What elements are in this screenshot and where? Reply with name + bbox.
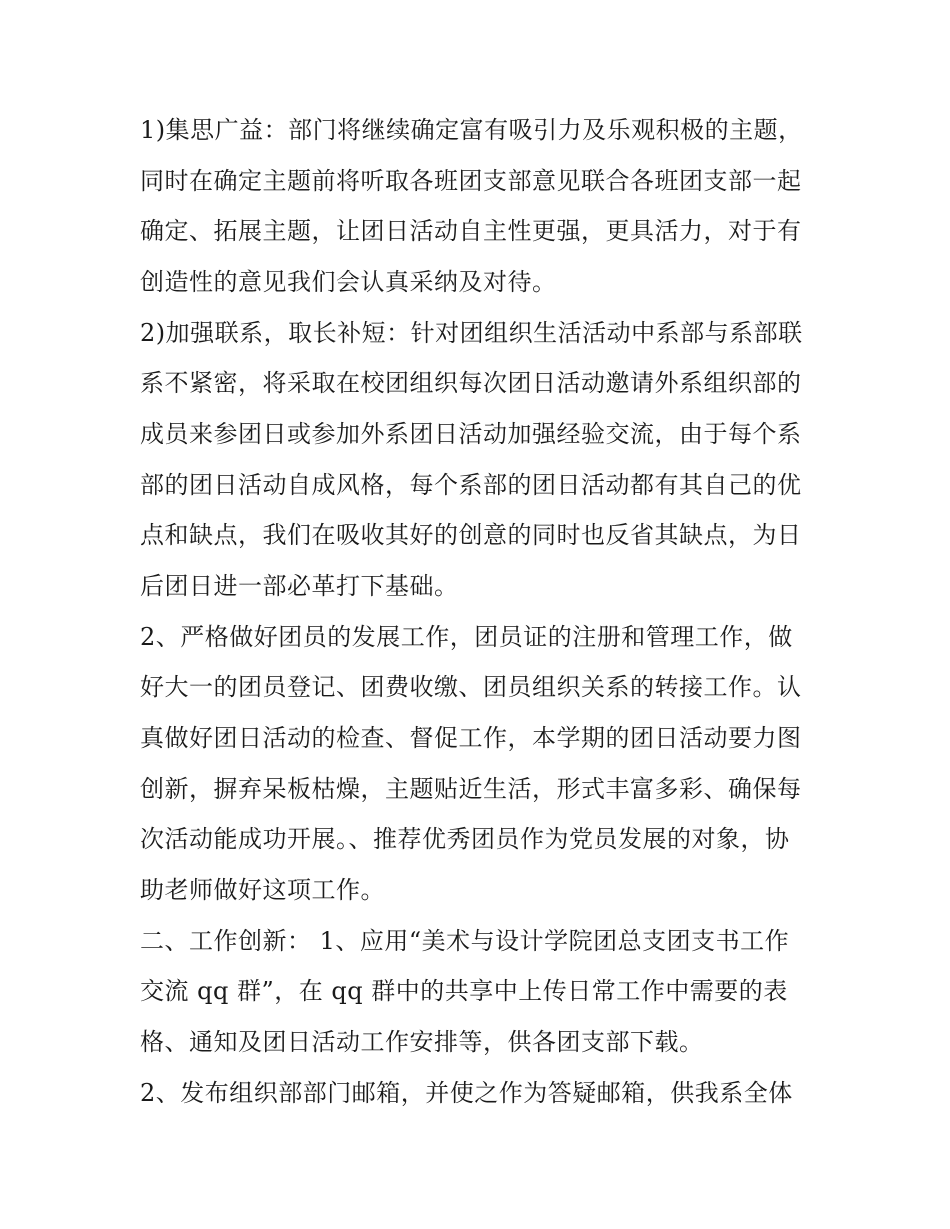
text-line: 2、严格做好团员的发展工作，团员证的注册和管理工作，做 (140, 623, 793, 651)
text-line: 交流 qq 群”，在 qq 群中的共享中上传日常工作中需要的表 (140, 977, 788, 1005)
text-line: 创新，摒弃呆板枯燥，主题贴近生活，形式丰富多彩、确保每 (140, 775, 802, 803)
text-line: 部的团日活动自成风格，每个系部的团日活动都有其自己的优 (140, 471, 802, 499)
text-line: 点和缺点，我们在吸收其好的创意的同时也反省其缺点，为日 (140, 521, 802, 549)
text-line: 创造性的意见我们会认真采纳及对待。 (140, 268, 557, 296)
text-line: 助老师做好这项工作。 (140, 876, 385, 904)
text-line: 格、通知及团日活动工作安排等，供各团支部下载。 (140, 1028, 704, 1056)
text-line: 后团日进一部必革打下基础。 (140, 572, 459, 600)
text-line: 1)集思广益：部门将继续确定富有吸引力及乐观积极的主题， (140, 116, 803, 144)
text-line: 2)加强联系，取长补短：针对团组织生活活动中系部与系部联 (140, 319, 803, 347)
text-line: 二、工作创新： 1、应用“美术与设计学院团总支团支书工作 (140, 927, 790, 955)
text-line: 成员来参团日或参加外系团日活动加强经验交流，由于每个系 (140, 420, 802, 448)
text-line: 好大一的团员登记、团费收缴、团员组织关系的转接工作。认 (140, 673, 802, 701)
text-line: 2、发布组织部部门邮箱，并使之作为答疑邮箱，供我系全体 (140, 1079, 793, 1107)
text-line: 真做好团日活动的检查、督促工作，本学期的团日活动要力图 (140, 724, 802, 752)
text-line: 次活动能成功开展。、推荐优秀团员作为党员发展的对象，协 (140, 825, 790, 853)
text-line: 系不紧密，将采取在校团组织每次团日活动邀请外系组织部的 (140, 369, 802, 397)
text-line: 同时在确定主题前将听取各班团支部意见联合各班团支部一起 (140, 167, 802, 195)
text-line: 确定、拓展主题，让团日活动自主性更强，更具活力，对于有 (140, 217, 802, 245)
